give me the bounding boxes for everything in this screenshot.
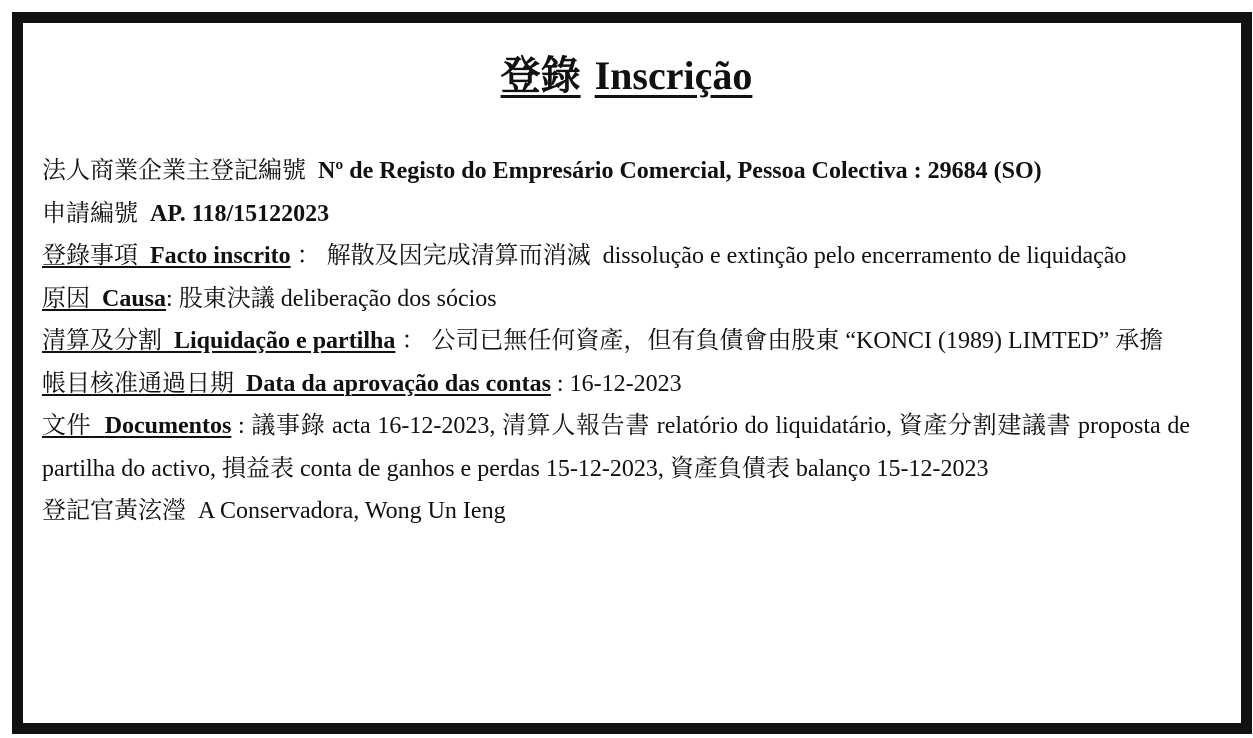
fact-value-pt: dissolução e extinção pelo encerramento de liquidação [602,243,1127,269]
approval-line [42,363,1190,406]
approval-label [42,371,551,397]
application-line [42,193,1190,236]
liquidation-separator: ： [401,328,426,354]
cause-label [42,286,166,312]
approval-date: 16-12-2023 [569,370,682,397]
title-pt: Inscrição [594,53,753,98]
approval-label-pt: Data da aprovação das contas [246,370,551,397]
documents-value: 議事錄 acta 16-12-2023, 清算人報告書 relatório do liquidatário, 資產分割建議書 proposta de partilha do activo, 損益表 conta de ganhos e perdas 15-12-2023, 資產負債表 balanço 15-12-2023 [42,413,1190,482]
signature-pt: A Conservadora, Wong Un Ieng [198,498,506,524]
fact-label-pt: Facto inscrito [150,243,291,269]
documents-line [42,405,1190,490]
registration-label-pt: Nº de Registo do Empresário Comercial, Pessoa Colectiva : [318,158,922,184]
application-number: AP. 118/15122023 [150,200,330,227]
cause-line [42,278,1190,321]
documents-separator: : [238,413,245,439]
approval-separator: : [556,370,564,397]
cause-separator: : [166,285,173,312]
registration-line [42,150,1190,193]
application-label-zh: 申請編號 [42,200,138,227]
cause-label-zh: 原因 [42,285,90,312]
liquidation-label [42,328,395,354]
fact-label [42,243,291,269]
registration-number: 29684 (SO) [927,158,1042,184]
approval-label-zh: 帳目核准通過日期 [42,370,234,397]
document-body [42,150,1190,533]
documents-label [42,413,231,439]
signature-zh: 登記官黃泫瀅 [42,498,186,524]
registration-label-zh: 法人商業企業主登記編號 [42,158,306,184]
fact-label-zh: 登錄事項 [42,243,138,269]
cause-label-pt: Causa [102,285,167,312]
fact-separator: ： [296,243,321,269]
liquidation-value: 公司已無任何資產，但有負債會由股東 “KONCI (1989) LIMTED” 承擔 [431,328,1164,354]
liquidation-line [42,320,1190,363]
title-zh: 登錄 [500,53,581,98]
cause-value-pt: deliberação dos sócios [280,285,497,312]
liquidation-label-pt: Liquidação e partilha [174,328,396,354]
documents-label-zh: 文件 [42,413,92,439]
document-title [0,53,1253,98]
fact-line [42,235,1190,278]
documents-label-pt: Documentos [104,413,232,439]
cause-value-zh: 股東決議 [178,285,275,312]
liquidation-label-zh: 清算及分割 [42,328,162,354]
fact-value-zh: 解散及因完成清算而消滅 [326,243,591,269]
signature-line [42,490,1190,533]
